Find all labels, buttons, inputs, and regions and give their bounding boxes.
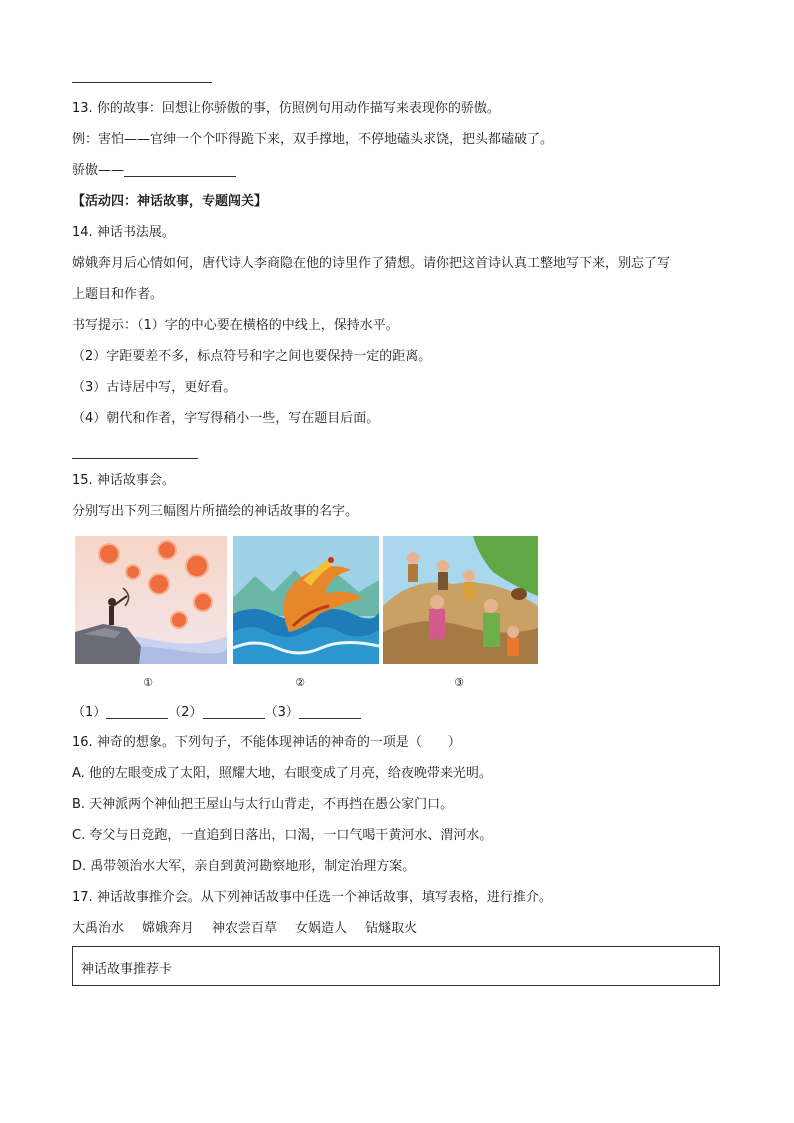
q15-instruction: 分别写出下列三幅图片所描绘的神话故事的名字。 [72,504,359,519]
caption-1: ① [143,676,153,689]
q16-stem [72,734,461,752]
q14-title-text: 神话书法展。 [96,225,175,240]
q15-blank-label-3: （3） [264,705,299,720]
q16-option-a[interactable]: A. 他的左眼变成了太阳，照耀大地，右眼变成了月亮，给夜晚带来光明。 [72,766,492,781]
recommendation-card-title: 神话故事推荐卡 [81,962,173,977]
q14-title [72,224,175,242]
q15-answer-blank-1[interactable] [106,704,168,719]
story-picture-1 [75,536,227,664]
q13-answer [72,162,236,180]
q17-number: 17. [72,890,93,905]
q13-text: 你的故事：回想让你骄傲的事，仿照例句用动作描写来表现你的骄傲。 [96,101,500,116]
q15-title-text: 神话故事会。 [96,473,175,488]
answer-line-top [72,82,212,83]
caption-3: ③ [454,676,464,689]
q14-tip-2: （2）字距要差不多，标点符号和字之间也要保持一定的距离。 [72,349,432,364]
q15-number: 15. [72,473,93,488]
q17-stem-text: 神话故事推介会。从下列神话故事中任选一个神话故事，填写表格，进行推介。 [96,890,552,905]
story-option-4: 女娲造人 [295,921,348,936]
q14-intro-2: 上题目和作者。 [72,287,164,302]
story-option-2: 嫦娥奔月 [142,921,195,936]
story-option-1: 大禹治水 [72,921,125,936]
q16-option-b[interactable]: B. 天神派两个神仙把王屋山与太行山背走，不再挡在愚公家门口。 [72,797,454,812]
story-option-3: 神农尝百草 [212,921,278,936]
q14-answer-line[interactable] [72,458,198,459]
q13-prompt [72,100,500,118]
q16-stem-text: 神奇的想象。下列句子，不能体现神话的神奇的一项是（ ） [96,735,461,750]
story-picture-2 [233,536,379,664]
q14-tip-4: （4）朝代和作者，字写得稍小一些，写在题目后面。 [72,411,380,426]
q14-number: 14. [72,225,93,240]
q16-number: 16. [72,735,93,750]
q17-story-list [72,920,417,938]
recommendation-card[interactable] [72,946,720,986]
q14-tip-1: 书写提示：（1）字的中心要在横格的中线上，保持水平。 [72,318,399,333]
q13-answer-label: 骄傲—— [72,163,125,178]
q13-example: 例：害怕——官绅一个个吓得跪下来，双手撑地，不停地磕头求饶，把头都磕破了。 [72,132,554,147]
story-picture-3 [383,536,538,664]
activity-header: 【活动四：神话故事，专题闯关】 [72,194,268,209]
q14-intro-1: 嫦娥奔月后心情如何，唐代诗人李商隐在他的诗里作了猜想。请你把这首诗认真工整地写下来，别忘了写 [72,256,671,271]
q16-option-d[interactable]: D. 禹带领治水大军，亲自到黄河勘察地形，制定治理方案。 [72,859,416,874]
story-option-5: 钻燧取火 [365,921,418,936]
q13-answer-blank[interactable] [124,162,236,177]
q15-title [72,472,175,490]
q16-option-c[interactable]: C. 夸父与日竞跑，一直追到日落出，口渴，一口气喝干黄河水、渭河水。 [72,828,493,843]
caption-2: ② [295,676,305,689]
q15-blank-label-2: （2） [168,705,203,720]
q17-stem [72,889,552,907]
q15-answer-blank-2[interactable] [203,704,265,719]
q13-number: 13. [72,101,93,116]
q15-answer-row [72,704,361,722]
q15-blank-label-1: （1） [72,705,107,720]
q15-answer-blank-3[interactable] [299,704,361,719]
q14-tip-3: （3）古诗居中写，更好看。 [72,380,237,395]
